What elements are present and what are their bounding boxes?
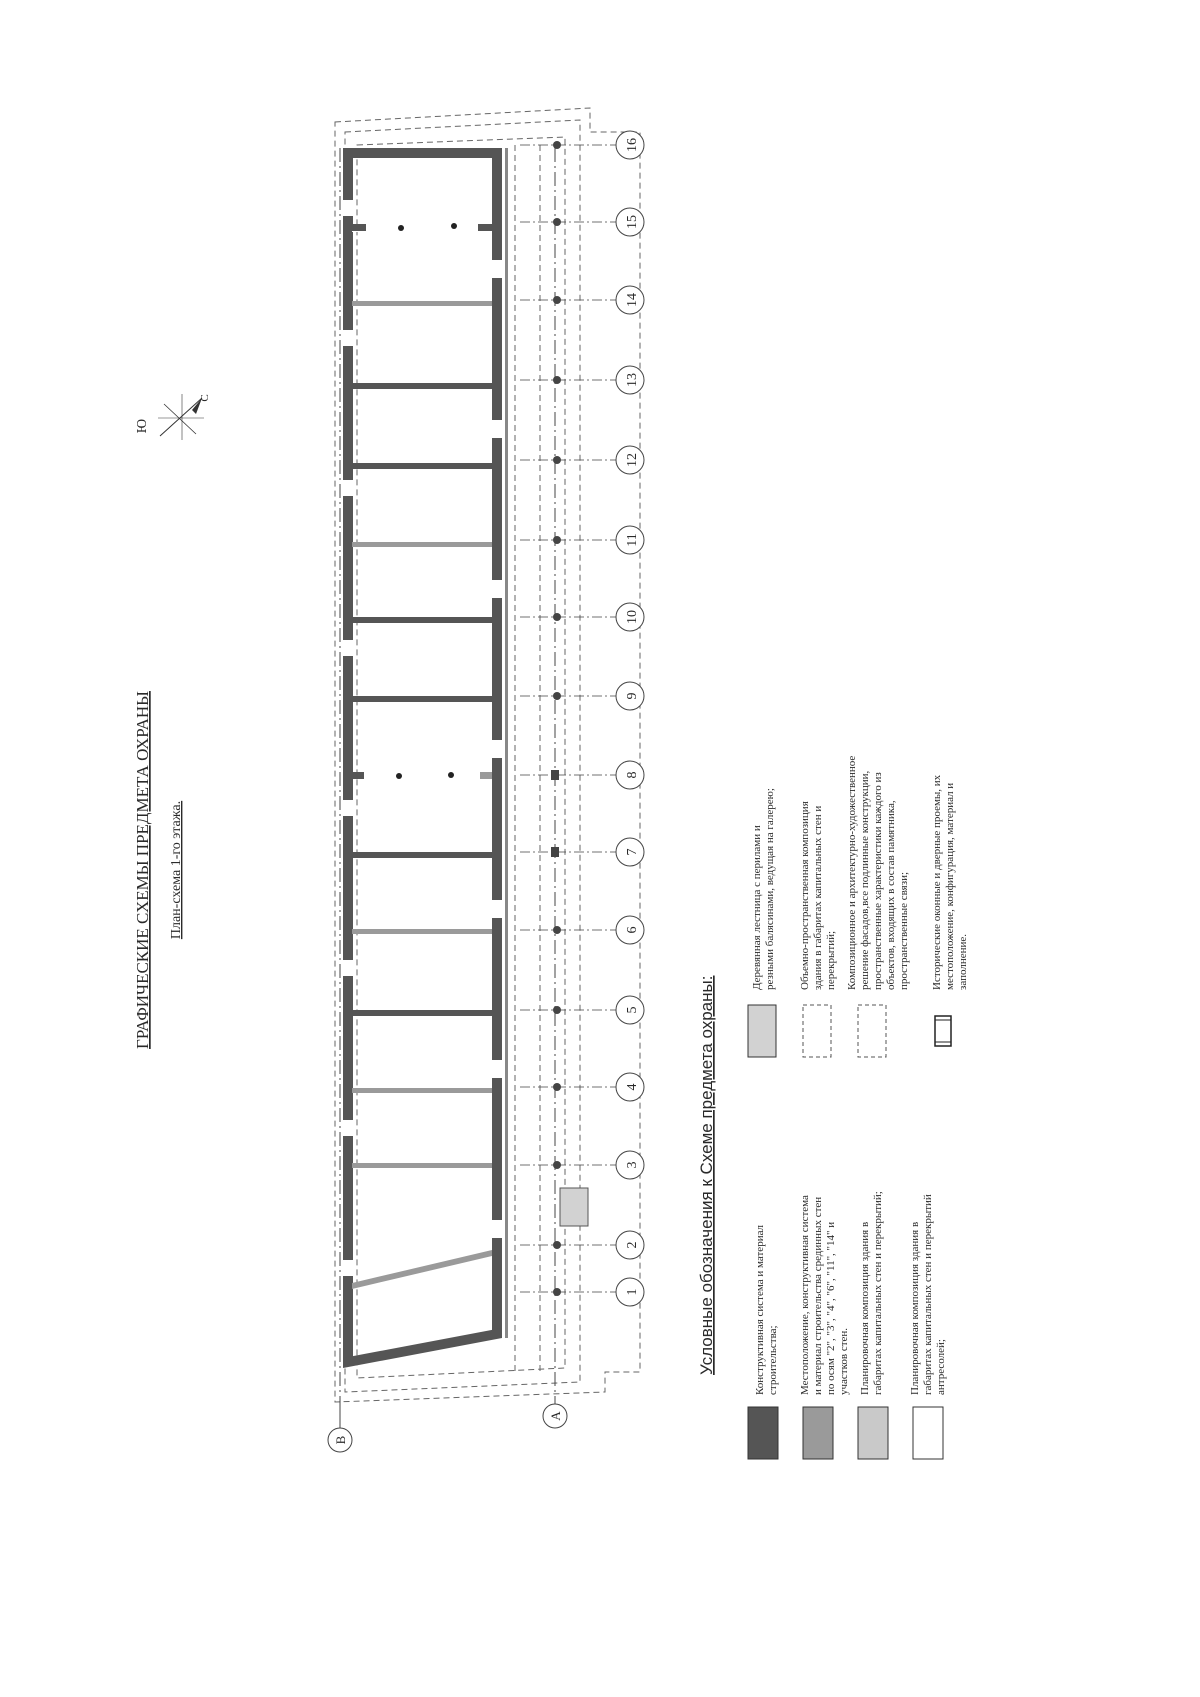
wall-axis-13	[352, 383, 492, 389]
title-block	[133, 691, 184, 1049]
axis-label-10: 10	[625, 610, 640, 624]
gallery-columns	[551, 141, 561, 1296]
wall-axis-4	[352, 1088, 492, 1093]
axis-label-8: 8	[625, 771, 640, 779]
axis-label-7: 7	[625, 848, 640, 856]
wall-south-end	[343, 1328, 502, 1368]
letter-axis-markers	[328, 1404, 567, 1452]
axis-label-2: 2	[625, 1241, 640, 1249]
axis-label-14: 14	[625, 293, 640, 307]
wall-axis-15	[352, 226, 492, 232]
legend-heading: Условные обозначения к Схеме предмета охраны:	[697, 975, 716, 1375]
legend-item	[799, 1192, 850, 1459]
wall-axis-11	[352, 542, 492, 547]
legend-text: Деревянная лестница с перилами и резными балясинами, ведущая на галерею;	[751, 788, 776, 990]
legend-item	[846, 753, 910, 1057]
axis-label-15: 15	[625, 215, 640, 229]
axis-label-b: В	[333, 1435, 348, 1445]
page-title: ГРАФИЧЕСКИЕ СХЕМЫ ПРЕДМЕТА ОХРАНЫ	[133, 691, 152, 1049]
legend-swatch-dashed	[803, 1005, 831, 1057]
axis-label-12: 12	[625, 453, 640, 467]
legend-item	[858, 1191, 888, 1459]
legend-swatch-dark	[748, 1407, 778, 1459]
legend-swatch-white	[913, 1407, 943, 1459]
axis-label-16: 16	[625, 138, 640, 152]
compass-north-label: С	[199, 394, 211, 402]
axis-label-a: А	[548, 1411, 563, 1421]
axis-label-1: 1	[625, 1288, 640, 1296]
legend-swatch-stair	[748, 1005, 776, 1057]
axis-label-4: 4	[625, 1083, 640, 1091]
wall-axis-10	[352, 617, 492, 623]
legend-item	[748, 1222, 779, 1459]
wall-axis-12	[352, 463, 492, 469]
legend-text: Конструктивная система и материал строительства;	[754, 1224, 779, 1395]
wall-axis-14	[352, 301, 492, 306]
wall-axis-5	[352, 1010, 492, 1016]
legend-swatch-window	[935, 1016, 951, 1046]
wall-north-end	[343, 148, 502, 158]
legend-swatch-dashed-2	[858, 1005, 886, 1057]
legend	[748, 753, 969, 1459]
axis-label-13: 13	[625, 373, 640, 387]
axis-label-11: 11	[625, 533, 640, 547]
axis-label-3: 3	[625, 1161, 640, 1169]
wall-axis-2	[352, 1250, 492, 1289]
legend-item	[748, 788, 776, 1057]
compass-south-label: Ю	[135, 418, 150, 434]
compass-icon	[135, 394, 211, 440]
wall-axis-6	[352, 929, 492, 934]
axis-label-5: 5	[625, 1006, 640, 1014]
page-subtitle: План-схема 1-го этажа.	[169, 800, 184, 940]
legend-text: Композиционное и архитектурно-художественное решение фасадов,все подлинные конструкции, пространственные характеристики каждого из объектов, входящих в состав памятника, пространственные связи;	[846, 755, 910, 990]
wall-axis-7	[352, 852, 492, 858]
legend-text: Местоположение, конструктивная система и материал строительства срединных стен по осям "2", "3", "4", "6", "11", "14" и участков стен.	[799, 1195, 850, 1395]
legend-text: Планировочная композиция здания в габаритах капитальных стен и перекрытий;	[859, 1191, 884, 1395]
staircase	[560, 1188, 588, 1226]
wall-axis-9	[352, 696, 492, 702]
letter-axes	[340, 148, 555, 1405]
legend-swatch-medium	[803, 1407, 833, 1459]
building-walls	[343, 148, 508, 1368]
axis-label-9: 9	[625, 692, 640, 700]
cross-walls	[352, 223, 492, 1289]
grid-axes	[520, 131, 644, 1306]
axis-label-6: 6	[625, 926, 640, 934]
wall-axis-3	[352, 1163, 492, 1168]
legend-text: Планировочная композиция здания в габаритах капитальных стен и перекрытий антресолей;	[909, 1194, 947, 1395]
legend-item	[799, 798, 837, 1057]
legend-item	[909, 1191, 947, 1459]
legend-swatch-light	[858, 1407, 888, 1459]
legend-text: Объемно-пространственная композиция здания в габаритах капитальных стен и перекрытий;	[799, 801, 837, 990]
legend-item	[931, 772, 969, 1046]
legend-text: Исторические оконные и дверные проемы, их местоположение, конфигурация, материал и заполнение.	[931, 774, 969, 990]
